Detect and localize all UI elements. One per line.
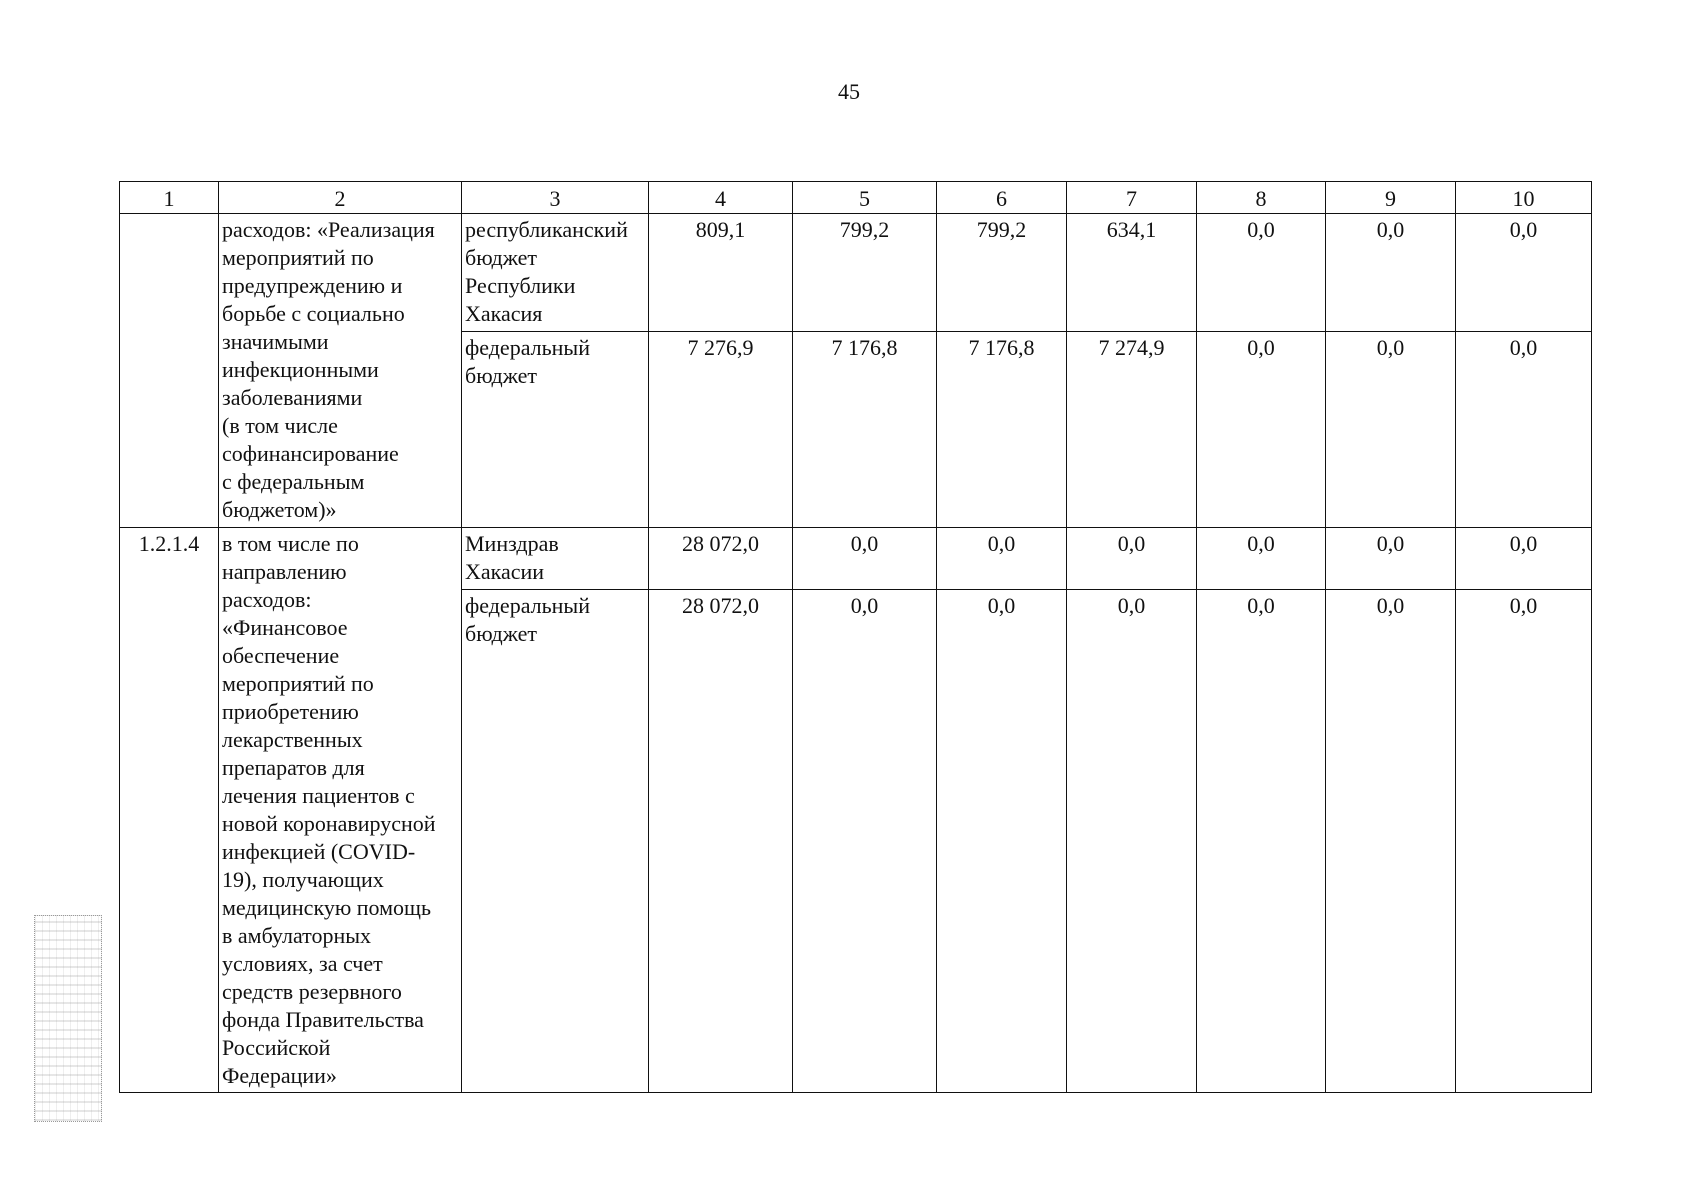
- funding-source: федеральный бюджет: [465, 335, 590, 388]
- row-description-cell: [219, 214, 462, 528]
- column-header: 7: [1067, 182, 1197, 214]
- value-cell: 0,0: [1326, 528, 1456, 590]
- value-cell: 0,0: [1197, 528, 1326, 590]
- funding-source: Минздрав Хакасии: [465, 531, 559, 584]
- row-description-cell: [219, 528, 462, 1093]
- funding-source: республиканский бюджет Республики Хакасия: [465, 217, 628, 326]
- value-cell: 0,0: [1326, 332, 1456, 528]
- value-cell: 0,0: [937, 528, 1067, 590]
- value-cell: 0,0: [793, 528, 937, 590]
- value-cell: 7 176,8: [937, 332, 1067, 528]
- column-header: 4: [649, 182, 793, 214]
- value-cell: 634,1: [1067, 214, 1197, 332]
- value-cell: 7 276,9: [649, 332, 793, 528]
- funding-source: федеральный бюджет: [465, 593, 590, 646]
- funding-source-cell: [462, 332, 649, 528]
- page-number: 45: [838, 79, 860, 104]
- funding-source-cell: [462, 528, 649, 590]
- column-header: 5: [793, 182, 937, 214]
- value-cell: 7 176,8: [793, 332, 937, 528]
- column-header: 1: [120, 182, 219, 214]
- column-header: 2: [219, 182, 462, 214]
- value-cell: 0,0: [1067, 590, 1197, 1093]
- table-row: [120, 214, 1592, 332]
- value-cell: 0,0: [937, 590, 1067, 1093]
- funding-source-cell: [462, 214, 649, 332]
- header-row: [120, 182, 1592, 214]
- value-cell: 799,2: [793, 214, 937, 332]
- value-cell: 799,2: [937, 214, 1067, 332]
- table-row: [120, 528, 1592, 590]
- row-code-cell: [120, 528, 219, 1093]
- row-description: в том числе по направлению расходов: «Финансовое обеспечение мероприятий по приобретению лекарственных препаратов для лечения пациентов с новой коронавирусной инфекцией (COVID- 19), получающих медицинскую помощь в амбулаторных условиях, за счет средств резервного фонда Правительства Российской Федерации»: [222, 531, 436, 1088]
- value-cell: 0,0: [1456, 590, 1592, 1093]
- value-cell: 28 072,0: [649, 528, 793, 590]
- value-cell: 0,0: [1197, 590, 1326, 1093]
- funding-source-cell: [462, 590, 649, 1093]
- row-description: расходов: «Реализация мероприятий по предупреждению и борьбе с социально значимыми инфекционными заболеваниями (в том числе софинансирование с федеральным бюджетом)»: [222, 217, 435, 522]
- budget-table: [119, 181, 1592, 1093]
- value-cell: 0,0: [793, 590, 937, 1093]
- column-header: 3: [462, 182, 649, 214]
- value-cell: 0,0: [1456, 214, 1592, 332]
- value-cell: 0,0: [1456, 528, 1592, 590]
- row-code: 1.2.1.4: [138, 531, 200, 556]
- column-header: 9: [1326, 182, 1456, 214]
- value-cell: 0,0: [1326, 590, 1456, 1093]
- value-cell: 0,0: [1197, 214, 1326, 332]
- column-header: 8: [1197, 182, 1326, 214]
- value-cell: 0,0: [1326, 214, 1456, 332]
- column-header: 6: [937, 182, 1067, 214]
- value-cell: 809,1: [649, 214, 793, 332]
- value-cell: 0,0: [1456, 332, 1592, 528]
- value-cell: 0,0: [1067, 528, 1197, 590]
- scan-artifact: [34, 915, 102, 1122]
- value-cell: 28 072,0: [649, 590, 793, 1093]
- row-code-cell: [120, 214, 219, 528]
- value-cell: 0,0: [1197, 332, 1326, 528]
- value-cell: 7 274,9: [1067, 332, 1197, 528]
- column-header: 10: [1456, 182, 1592, 214]
